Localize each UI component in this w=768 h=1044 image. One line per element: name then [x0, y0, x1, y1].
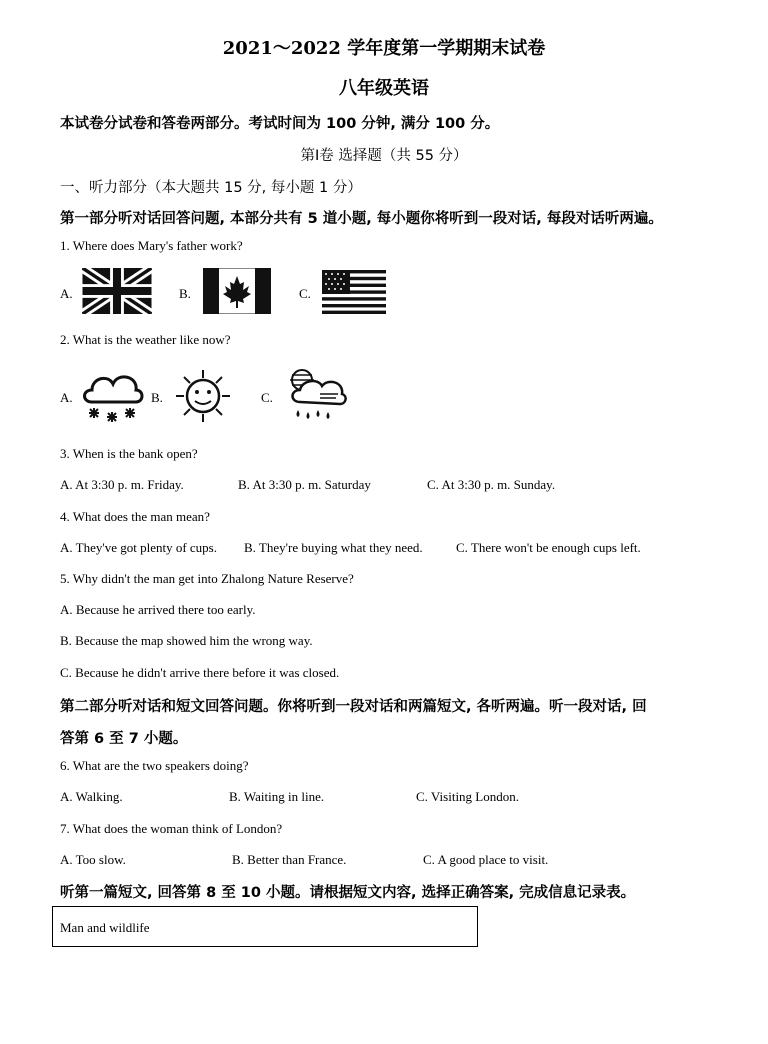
- section-heading: 一、听力部分（本大题共 15 分, 每小题 1 分）: [60, 180, 362, 196]
- info-record-table: [52, 906, 478, 947]
- part2-instruction-line2: 答第 6 至 7 小题。: [60, 731, 188, 747]
- question-2: 2. What is the weather like now?: [60, 332, 231, 347]
- usa-flag-image: [322, 270, 386, 314]
- table-title: Man and wildlife: [60, 920, 150, 935]
- q1-label-a: A.: [60, 286, 73, 301]
- rain-cloud-image: [284, 366, 350, 424]
- q5-option-b: B. Because the map showed him the wrong way.: [60, 633, 313, 648]
- exam-subtitle: 八年级英语: [339, 78, 429, 99]
- question-7: 7. What does the woman think of London?: [60, 821, 283, 836]
- snow-cloud-image: [80, 368, 146, 426]
- uk-flag-image: [82, 268, 152, 314]
- q4-option-b: B. They're buying what they need.: [244, 540, 423, 555]
- q3-option-b: B. At 3:30 p. m. Saturday: [238, 477, 371, 492]
- q5-option-a: A. Because he arrived there too early.: [60, 602, 256, 617]
- exam-title: 2021～2022 学年度第一学期期末试卷: [222, 38, 546, 59]
- exam-intro: 本试卷分试卷和答卷两部分。考试时间为 100 分钟, 满分 100 分。: [60, 116, 500, 132]
- q6-option-b: B. Waiting in line.: [229, 789, 325, 804]
- question-6: 6. What are the two speakers doing?: [60, 758, 249, 773]
- q7-option-c: C. A good place to visit.: [423, 852, 549, 867]
- question-1: 1. Where does Mary's father work?: [60, 238, 243, 253]
- q7-option-a: A. Too slow.: [60, 852, 126, 867]
- question-5: 5. Why didn't the man get into Zhalong Nature Reserve?: [60, 571, 354, 586]
- q1-label-b: B.: [179, 286, 191, 301]
- q2-label-a: A.: [60, 390, 73, 405]
- part-title: 第Ⅰ卷 选择题（共 55 分）: [300, 148, 468, 164]
- q4-option-a: A. They've got plenty of cups.: [60, 540, 217, 555]
- question-4: 4. What does the man mean?: [60, 509, 210, 524]
- question-3: 3. When is the bank open?: [60, 446, 198, 461]
- q6-option-a: A. Walking.: [60, 789, 123, 804]
- q7-option-b: B. Better than France.: [232, 852, 347, 867]
- q2-label-c: C.: [261, 390, 273, 405]
- q6-option-c: C. Visiting London.: [416, 789, 519, 804]
- q3-option-a: A. At 3:30 p. m. Friday.: [60, 477, 184, 492]
- canada-flag-image: [203, 268, 271, 314]
- q5-option-c: C. Because he didn't arrive there before it was closed.: [60, 665, 340, 680]
- sun-image: [170, 366, 236, 426]
- part2-instruction-line1: 第二部分听对话和短文回答问题。你将听到一段对话和两篇短文, 各听两遍。听一段对话, 回: [60, 699, 647, 715]
- q4-option-c: C. There won't be enough cups left.: [456, 540, 641, 555]
- q3-option-c: C. At 3:30 p. m. Sunday.: [427, 477, 556, 492]
- passage-instruction: 听第一篇短文, 回答第 8 至 10 小题。请根据短文内容, 选择正确答案, 完成信息记录表。: [60, 885, 636, 901]
- part1-instruction: 第一部分听对话回答问题, 本部分共有 5 道小题, 每小题你将听到一段对话, 每段对话听两遍。: [60, 211, 663, 227]
- q2-label-b: B.: [151, 390, 163, 405]
- q1-label-c: C.: [299, 286, 311, 301]
